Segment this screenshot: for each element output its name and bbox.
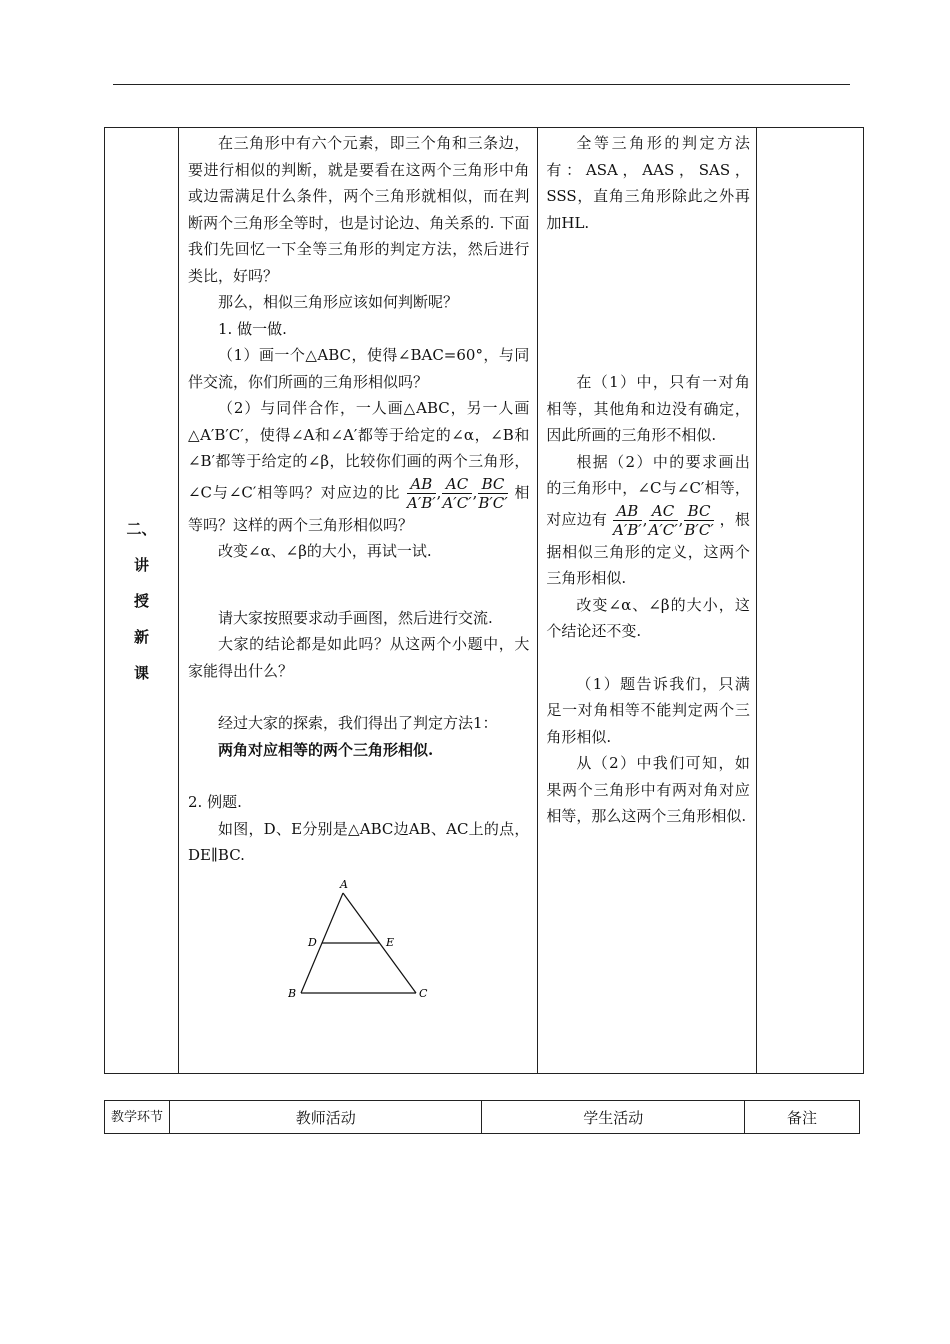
step-heading: 2. 例题. bbox=[187, 793, 242, 811]
student-para: 从（2）中我们可知，如果两个三角形中有两对角对应相等，那么这两个三角形相似. bbox=[546, 754, 750, 825]
student-text: 根据（2）中的要求画出的三角形中，∠C与∠C′相等，对应边有 bbox=[546, 452, 750, 528]
label-C: C bbox=[418, 986, 428, 1000]
section-char: 讲 bbox=[133, 555, 149, 574]
ratio-group: $\frac{AB}{A'B'}$ , $\frac{AC}{A'C'}$ , $\frac{BC}{B'C'}$ bbox=[407, 474, 508, 512]
section-char: 新 bbox=[133, 627, 149, 646]
task-item: 改变∠α、∠β的大小，再试一试. bbox=[217, 542, 432, 560]
teacher-para: 请大家按照要求动手画图，然后进行交流. bbox=[217, 608, 493, 627]
col-teaching-stage: 教学环节 bbox=[105, 1101, 170, 1134]
fraction-den: B′C′ bbox=[684, 520, 714, 539]
col-remarks: 备注 bbox=[745, 1101, 860, 1134]
section-char: 授 bbox=[133, 591, 149, 610]
fraction-den: A′B′ bbox=[613, 520, 642, 539]
fraction bbox=[478, 475, 507, 512]
fraction-den: B′C′ bbox=[478, 493, 508, 512]
header-rule bbox=[113, 84, 850, 85]
label-D: D bbox=[307, 935, 317, 949]
task-text: 相等吗？这样的两个三角形相似吗？ bbox=[187, 483, 530, 534]
example-text: 如图，D、E分别是△ABC边AB、AC上的点，DE∥BC. bbox=[187, 819, 530, 864]
fraction-den: A′C′ bbox=[648, 520, 678, 539]
fraction-num: AB bbox=[613, 502, 642, 521]
label-B: B bbox=[287, 986, 297, 1000]
fraction bbox=[649, 502, 678, 539]
task-text: （2）与同伴合作，一人画△ABC，另一人画△A′B′C′，使得∠A和∠A′都等于给定的∠α，∠B和∠B′都等于给定的∠β，比较你们画的两个三角形，∠C与∠C′相等吗？对应边的比 bbox=[187, 399, 530, 501]
student-para: 改变∠α、∠β的大小，这个结论还不变. bbox=[546, 595, 750, 640]
teacher-para: 在三角形中有六个元素，即三个角和三条边，要进行相似的判断，就是要看在这两个三角形中角或边需满足什么条件，两个三角形就相似，而在判断两个三角形全等时，也是讨论边、角关系的. 下面我们先回忆一下全等三角形的判定方法，然后进行类比，好吗？ bbox=[187, 134, 530, 285]
col-student-activity: 学生活动 bbox=[482, 1101, 745, 1134]
fraction-num: BC bbox=[684, 502, 713, 521]
student-para: 全等三角形的判定方法有：ASA，AAS，SAS，SSS，直角三角形除此之外再加HL. bbox=[546, 134, 750, 232]
fraction-num: AC bbox=[649, 502, 678, 521]
triangle-figure bbox=[288, 879, 448, 1004]
fraction-num: AC bbox=[442, 475, 471, 494]
col-teacher-activity: 教师活动 bbox=[169, 1101, 482, 1134]
fraction bbox=[442, 475, 471, 512]
teacher-para: 那么，相似三角形应该如何判断呢？ bbox=[217, 293, 458, 311]
fraction bbox=[613, 502, 642, 539]
section-char: 二、 bbox=[126, 519, 157, 538]
fraction-den: A′B′ bbox=[407, 493, 436, 512]
student-para: （1）题告诉我们，只满足一对角相等不能判定两个三角形相似. bbox=[546, 674, 750, 746]
section-label bbox=[105, 128, 179, 1074]
lesson-table bbox=[104, 127, 864, 1074]
student-text: ，根据相似三角形的定义，这两个三角形相似. bbox=[546, 510, 750, 587]
student-para: 在（1）中，只有一对角相等，其他角和边没有确定，因此所画的三角形不相似. bbox=[546, 373, 750, 444]
label-E: E bbox=[385, 935, 395, 949]
teacher-para: 经过大家的探索，我们得出了判定方法1： bbox=[217, 714, 498, 732]
teacher-activity-cell bbox=[178, 128, 537, 1074]
fraction bbox=[407, 475, 436, 512]
section-char: 课 bbox=[133, 663, 149, 682]
task-item: （1）画一个△ABC，使得∠BAC=60°，与同伴交流，你们所画的三角形相似吗？ bbox=[187, 346, 530, 391]
student-activity-cell bbox=[538, 128, 757, 1074]
remarks-cell bbox=[756, 128, 863, 1074]
header-row-table bbox=[104, 1100, 860, 1134]
fraction-num: BC bbox=[478, 475, 507, 494]
task-item bbox=[188, 395, 529, 538]
fraction-num: AB bbox=[407, 475, 436, 494]
label-A: A bbox=[339, 878, 348, 891]
fraction-den: A′C′ bbox=[442, 493, 472, 512]
theorem: 两角对应相等的两个三角形相似. bbox=[217, 740, 434, 759]
teacher-para: 大家的结论都是如此吗？从这两个小题中，大家能得出什么？ bbox=[187, 635, 530, 680]
ratio-group: $\frac{AB}{A'B'}$ , $\frac{AC}{A'C'}$ , $\frac{BC}{B'C'}$ bbox=[613, 501, 714, 539]
step-heading: 1. 做一做. bbox=[217, 319, 287, 338]
student-para bbox=[546, 449, 750, 592]
fraction bbox=[684, 502, 713, 539]
